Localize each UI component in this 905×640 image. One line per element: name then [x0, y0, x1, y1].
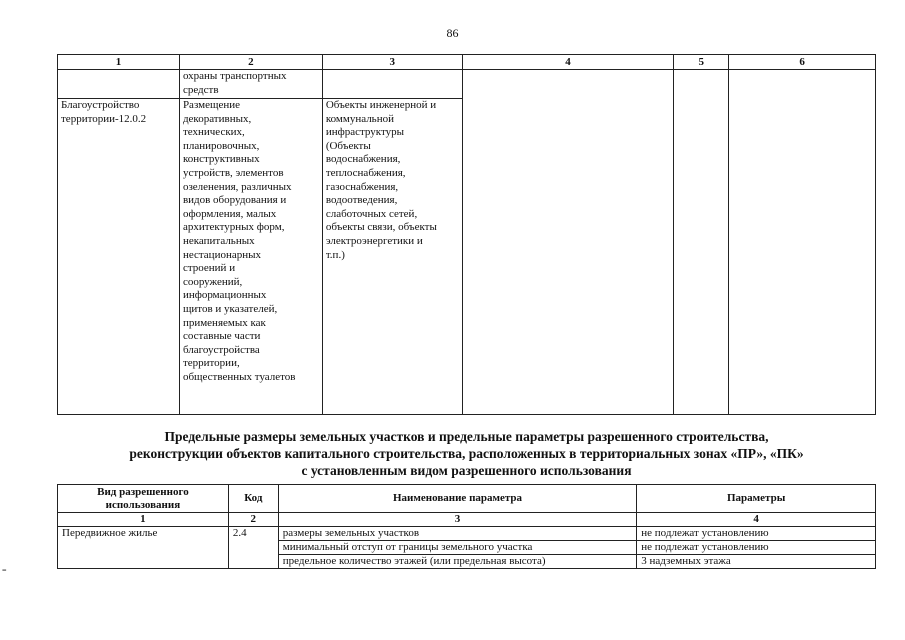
column-number: 1: [58, 55, 180, 70]
continuation-row: [58, 70, 876, 99]
header-use-type: Вид разрешенного использования: [58, 485, 229, 513]
empty-cell: [674, 70, 729, 415]
empty-cell: [462, 70, 674, 415]
empty-cell: [322, 70, 462, 99]
column-number: 1: [58, 513, 229, 527]
parameter-value-cell: не подлежат установлению: [637, 541, 876, 555]
continuation-text: охраны транспортных средств: [179, 70, 322, 99]
header-parameters: Параметры: [637, 485, 876, 513]
parameter-name-cell: размеры земельных участков: [278, 527, 636, 541]
use-type-cell: Благоустройство территории-12.0.2: [58, 99, 180, 415]
description-cell: Размещение декоративных, технических, планировочных, конструктивных устройств, элементов озеленения, различных видов оборудования и оформления, малых архитектурных форм, некапитальных нестационарных строений и сооружений, информационных щитов и указателей, применяемых как составные части благоустройства территории, общественных туалетов: [179, 99, 322, 415]
table-row: [58, 527, 876, 541]
column-number: 3: [322, 55, 462, 70]
column-number: 5: [674, 55, 729, 70]
empty-cell: [58, 70, 180, 99]
code-cell: 2.4: [228, 527, 278, 569]
parameter-name-cell: минимальный отступ от границы земельного участка: [278, 541, 636, 555]
margin-mark: =: [2, 566, 7, 575]
column-number: 2: [179, 55, 322, 70]
column-number: 4: [637, 513, 876, 527]
objects-cell: Объекты инженерной и коммунальной инфраструктуры (Объекты водоснабжения, теплоснабжения, газоснабжения, водоотведения, слаботочных сетей, объекты связи, объекты электроэнергетики и т.п.): [322, 99, 462, 415]
header-parameter-name: Наименование параметра: [278, 485, 636, 513]
column-number: 2: [228, 513, 278, 527]
empty-cell: [729, 70, 876, 415]
land-use-table: [57, 54, 876, 415]
column-number: 6: [729, 55, 876, 70]
header-row: [58, 485, 876, 513]
column-number-row: [58, 55, 876, 70]
page-number: 86: [446, 26, 459, 40]
column-number: 3: [278, 513, 636, 527]
column-number-row: [58, 513, 876, 527]
parameter-value-cell: не подлежат установлению: [637, 527, 876, 541]
section-heading: Предельные размеры земельных участков и предельные параметры разрешенного строительства, реконструкции объектов капитального строительства, расположенных в территориальных зонах «ПР», «ПК» с установленным видом разрешенного использования: [129, 429, 804, 478]
parameter-value-cell: 3 надземных этажа: [637, 555, 876, 569]
column-number: 4: [462, 55, 674, 70]
parameter-name-cell: предельное количество этажей (или предельная высота): [278, 555, 636, 569]
header-code: Код: [228, 485, 278, 513]
use-type-cell: Передвижное жилье: [58, 527, 229, 569]
parameters-table: [57, 484, 876, 569]
